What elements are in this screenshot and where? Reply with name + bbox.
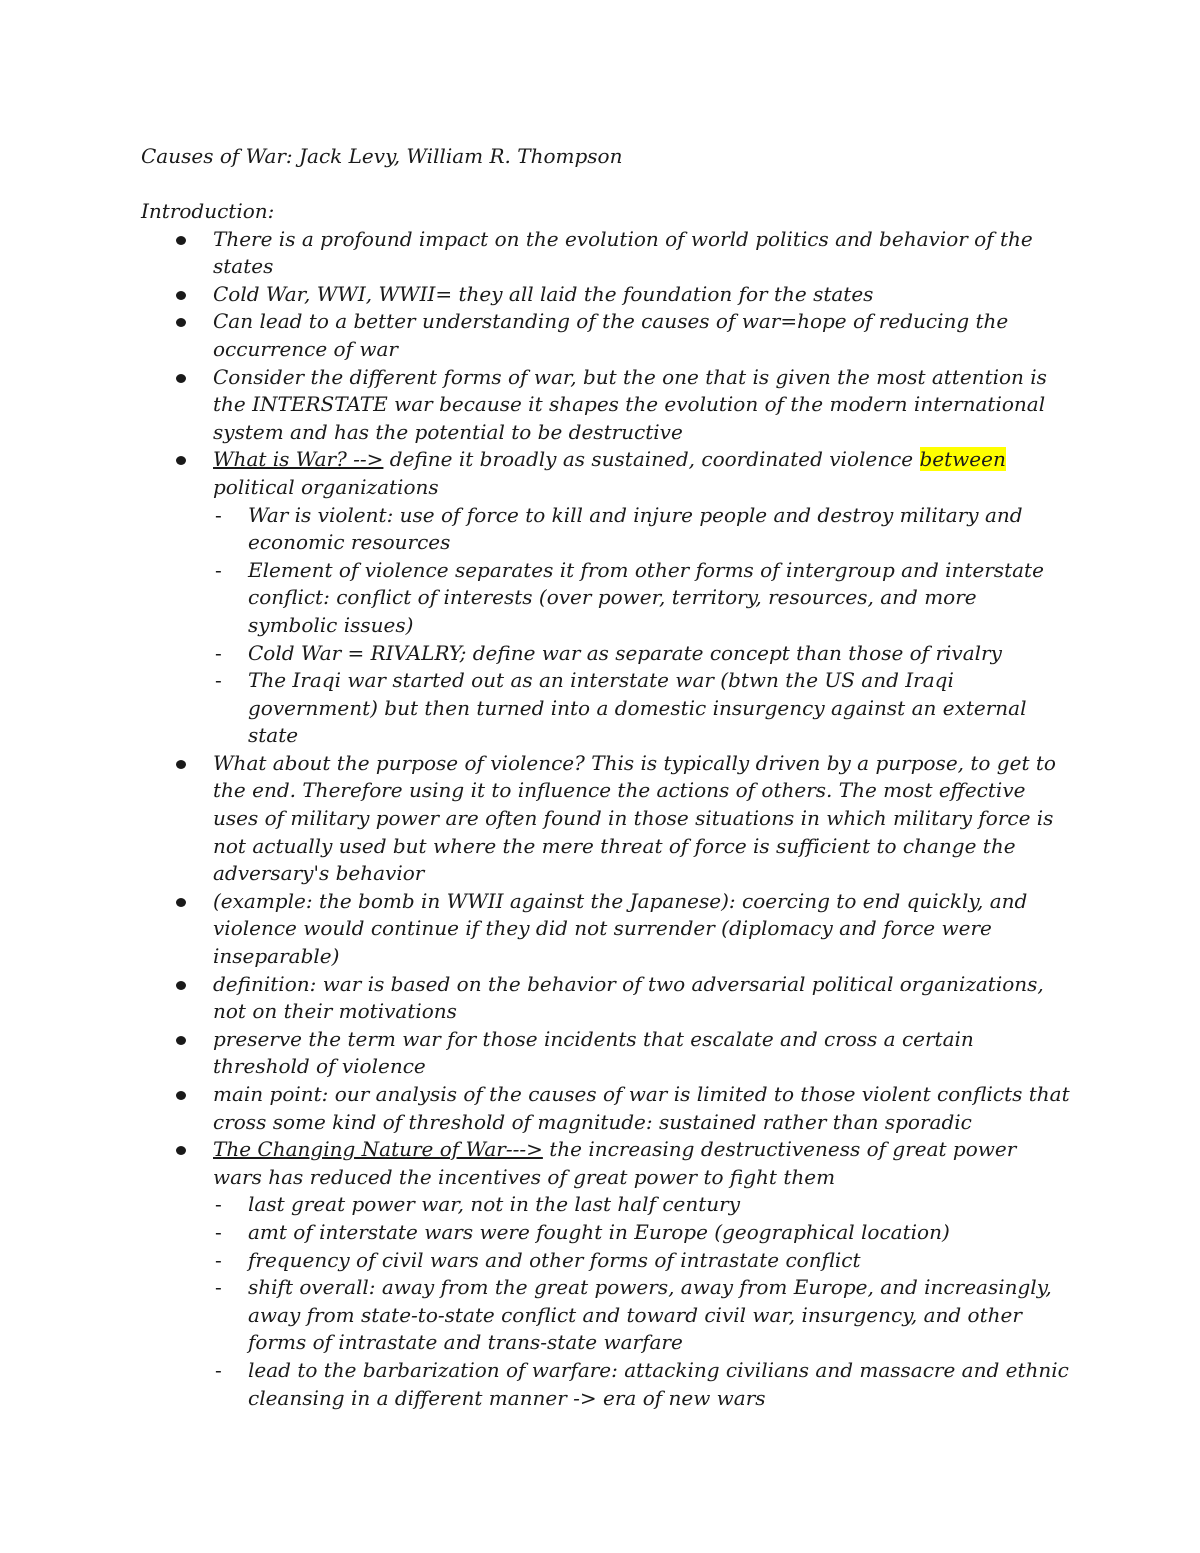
dash-icon: -	[215, 1247, 222, 1272]
underlined-heading-changing-nature: The Changing Nature of War--->	[213, 1137, 543, 1162]
sub-item	[213, 502, 1071, 557]
sub-item	[213, 557, 1071, 640]
sub-list	[213, 502, 1071, 750]
sub-item	[213, 1219, 1071, 1247]
bullet-text: political organizations	[213, 474, 439, 499]
highlighted-word: between	[919, 447, 1006, 472]
section-label-introduction: Introduction:	[141, 199, 275, 223]
sub-item	[213, 640, 1071, 668]
bullet-text: There is a profound impact on the evolution of world politics and behavior of the states	[213, 226, 1033, 279]
sub-item	[213, 1191, 1071, 1219]
bullet-list	[141, 226, 1071, 1413]
bullet-item	[141, 888, 1071, 971]
bullet-dot-icon	[176, 374, 186, 383]
bullet-text: the increasing destructiveness of great power wars has reduced the incentives of great power to fight them	[213, 1137, 1017, 1189]
dash-icon: -	[215, 502, 222, 527]
bullet-text: (example: the bomb in WWII against the Japanese): coercing to end quickly, and violence would continue if they did not surrender (diplomacy and force were inseparable)	[213, 888, 1028, 969]
sub-item	[213, 667, 1071, 750]
bullet-dot-icon	[176, 291, 186, 300]
bullet-text: What about the purpose of violence? This is typically driven by a purpose, to get to the end. Therefore using it to influence the actions of others. The most effective uses of military power are often found in those situations in which military force is not actually used but where the mere threat of force is sufficient to change the adversary's behavior	[213, 750, 1056, 886]
bullet-dot-icon	[176, 760, 186, 769]
dash-icon: -	[215, 1275, 222, 1300]
bullet-item	[141, 1026, 1071, 1081]
bullet-text: Consider the different forms of war, but the one that is given the most attention is the INTERSTATE war because it shapes the evolution of the modern international system and has the potential to be destructive	[213, 364, 1047, 444]
bullet-item	[141, 364, 1071, 447]
bullet-item	[141, 226, 1071, 281]
bullet-text: Cold War, WWI, WWII= they all laid the foundation for the states	[213, 281, 874, 306]
bullet-text: Can lead to a better understanding of the causes of war=hope of reducing the occurrence of war	[213, 309, 1009, 361]
bullet-dot-icon	[176, 318, 186, 327]
bullet-item-changing-nature	[141, 1136, 1071, 1412]
bullet-text: define it broadly as sustained, coordinated violence	[383, 447, 920, 472]
dash-icon: -	[215, 668, 222, 693]
sub-item-text: War is violent: use of force to kill and injure people and destroy military and economic resources	[248, 502, 1023, 555]
bullet-item	[141, 1081, 1071, 1136]
bullet-text: definition: war is based on the behavior of two adversarial political organizations, not on their motivations	[213, 971, 1044, 1024]
sub-item-text: Cold War = RIVALRY; define war as separate concept than those of rivalry	[248, 640, 1002, 665]
dash-icon: -	[215, 1192, 222, 1217]
sub-item-text: amt of interstate wars were fought in Europe (geographical location)	[248, 1219, 950, 1244]
document-body	[141, 198, 1071, 1412]
bullet-text: main point: our analysis of the causes of war is limited to those violent conflicts that cross some kind of threshold of magnitude: sustained rather than sporadic	[213, 1082, 1070, 1134]
bullet-dot-icon	[176, 456, 186, 465]
dash-icon: -	[215, 1357, 222, 1382]
bullet-item-what-is-war	[141, 446, 1071, 750]
sub-item-text: Element of violence separates it from other forms of intergroup and interstate conflict: conflict of interests (over power, territory, resources, and more symbolic issues)	[248, 557, 1044, 637]
bullet-dot-icon	[176, 236, 186, 245]
bullet-dot-icon	[176, 1146, 186, 1155]
sub-item-text: shift overall: away from the great powers, away from Europe, and increasingly, away from state-to-state conflict and toward civil war, insurgency, and other forms of intrastate and trans-state warfare	[248, 1275, 1052, 1355]
bullet-dot-icon	[176, 1036, 186, 1045]
bullet-dot-icon	[176, 981, 186, 990]
sub-item-text: The Iraqi war started out as an interstate war (btwn the US and Iraqi government) but then turned into a domestic insurgency against an external state	[248, 668, 1027, 748]
document-title: Causes of War: Jack Levy, William R. Thompson	[141, 144, 623, 168]
bullet-dot-icon	[176, 898, 186, 907]
dash-icon: -	[215, 1219, 222, 1244]
bullet-item	[141, 281, 1071, 309]
sub-item	[213, 1247, 1071, 1275]
bullet-text: preserve the term war for those incidents that escalate and cross a certain threshold of violence	[213, 1026, 974, 1079]
bullet-dot-icon	[176, 1091, 186, 1100]
sub-list	[213, 1191, 1071, 1412]
sub-item-text: frequency of civil wars and other forms of intrastate conflict	[248, 1247, 861, 1272]
bullet-item	[141, 750, 1071, 888]
underlined-heading-what-is-war: What is War? -->	[213, 447, 384, 472]
dash-icon: -	[215, 557, 222, 582]
sub-item-text: last great power war, not in the last half century	[248, 1192, 741, 1217]
bullet-item	[141, 308, 1071, 363]
bullet-item	[141, 971, 1071, 1026]
sub-item	[213, 1274, 1071, 1357]
dash-icon: -	[215, 640, 222, 665]
sub-item	[213, 1357, 1071, 1412]
sub-item-text: lead to the barbarization of warfare: attacking civilians and massacre and ethnic cleansing in a different manner -> era of new wars	[248, 1357, 1069, 1410]
